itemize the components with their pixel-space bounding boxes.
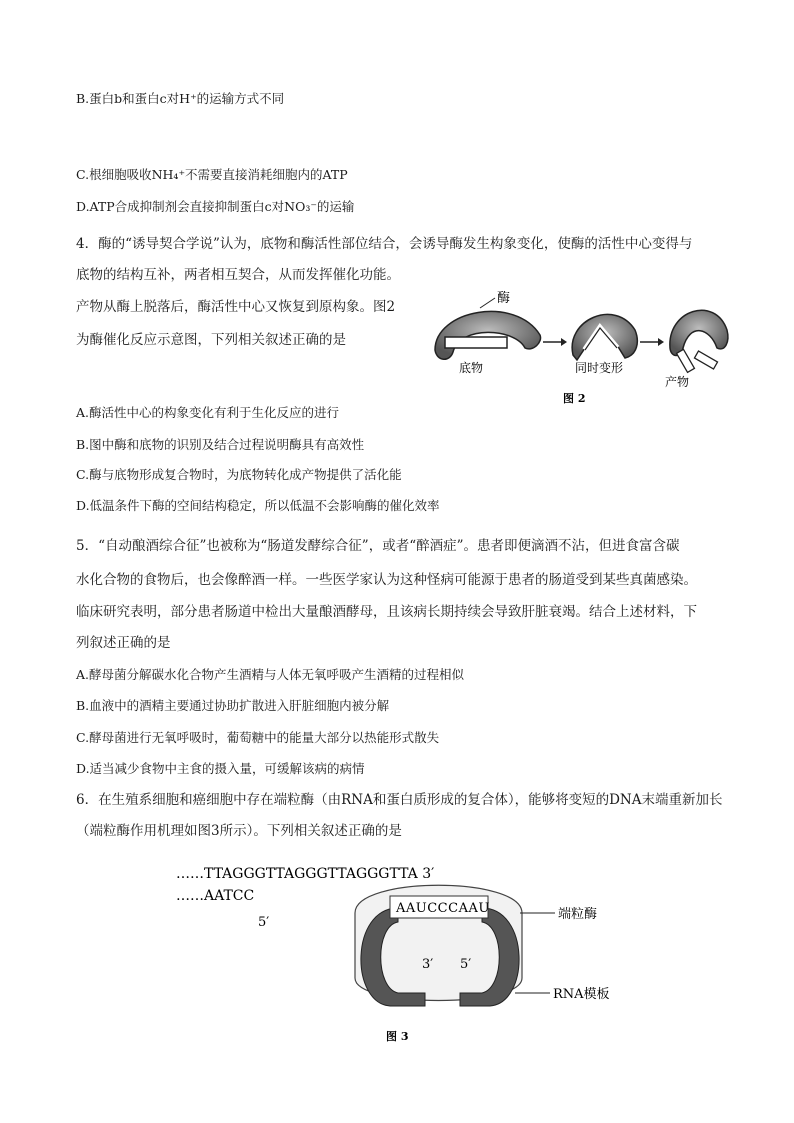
substrate-rect [445,337,507,348]
figure-2-enzyme-diagram [425,290,735,410]
q3-option-c: C.根细胞吸收NH₄⁺不需要直接消耗细胞内的ATP [76,167,348,182]
rna-sequence: AAUCCCAAU [396,901,490,916]
label-enzyme: 酶 [497,291,511,306]
figure-3-telomerase-diagram [170,858,640,1048]
q4-option-a: A.酶活性中心的构象变化有利于生化反应的进行 [76,405,340,420]
label-telomerase: 端粒酶 [558,907,598,922]
q5-option-c: C.酵母菌进行无氧呼吸时，葡萄糖中的能量大部分以热能形式散失 [76,730,440,745]
q4-stem-line-3: 产物从酶上脱落后，酶活性中心又恢复到原构象。图2 [76,299,396,315]
q4-option-b: B.图中酶和底物的识别及结合过程说明酶具有高效性 [76,437,365,452]
q3-option-b: B.蛋白b和蛋白c对H⁺的运输方式不同 [76,91,285,106]
q3-option-d: D.ATP合成抑制剂会直接抑制蛋白c对NO₃⁻的运输 [76,199,355,214]
figure-3-caption: 图 3 [386,1030,409,1043]
q4-option-d: D.低温条件下酶的空间结构稳定，所以低温不会影响酶的催化效率 [76,498,440,513]
enzyme-shape-1 [435,311,541,359]
figure-2-caption: 图 2 [563,392,586,405]
q5-stem-line-1: 5．“自动酿酒综合征”也被称为“肠道发酵综合征”，或者“醉酒症”。患者即便滴酒不沾，但进食富含碳 [76,538,680,554]
product-piece-2 [694,351,717,369]
q5-stem-line-4: 列叙述正确的是 [76,635,171,651]
q6-stem-line-2: （端粒酶作用机理如图3所示）。下列相关叙述正确的是 [76,823,402,839]
label-5prime: 5′ [460,957,472,972]
label-5prime-left: 5′ [258,915,270,930]
label-substrate: 底物 [459,361,484,375]
enzyme-pointer-line [480,298,495,308]
q5-stem-line-3: 临床研究表明，部分患者肠道中检出大量酿酒酵母，且该病长期持续会导致肝脏衰竭。结合上述材料，下 [76,604,697,620]
dna-sequence-top: ……TTAGGGTTAGGGTTAGGGTTA 3′ [176,866,435,882]
q5-stem-line-2: 水化合物的食物后，也会像醉酒一样。一些医学家认为这种怪病可能源于患者的肠道受到某些真菌感染。 [76,572,697,588]
q4-stem-line-1: 4．酶的“诱导契合学说”认为，底物和酶活性部位结合，会诱导酶发生构象变化，使酶的活性中心变得与 [76,236,693,252]
q5-option-b: B.血液中的酒精主要通过协助扩散进入肝脏细胞内被分解 [76,698,390,713]
label-rna-template: RNA模板 [553,987,610,1002]
q4-option-c: C.酶与底物形成复合物时，为底物转化成产物提供了活化能 [76,467,402,482]
q6-stem-line-1: 6．在生殖系细胞和癌细胞中存在端粒酶（由RNA和蛋白质形成的复合体），能够将变短的DNA末端重新加长 [76,792,723,808]
q5-option-a: A.酵母菌分解碳水化合物产生酒精与人体无氧呼吸产生酒精的过程相似 [76,667,465,682]
enzyme-shape-3 [670,310,728,355]
product-piece-1 [677,349,695,372]
label-3prime: 3′ [422,957,434,972]
q5-option-d: D.适当减少食物中主食的摄入量，可缓解该病的病情 [76,761,365,776]
q4-stem-line-2: 底物的结构互补，两者相互契合，从而发挥催化功能。 [76,267,400,283]
label-product: 产物 [665,375,690,389]
q4-stem-line-4: 为酶催化反应示意图，下列相关叙述正确的是 [76,332,346,348]
label-simultaneous-change: 同时变形 [575,361,624,375]
dna-sequence-bottom: ……AATCC [176,888,255,904]
